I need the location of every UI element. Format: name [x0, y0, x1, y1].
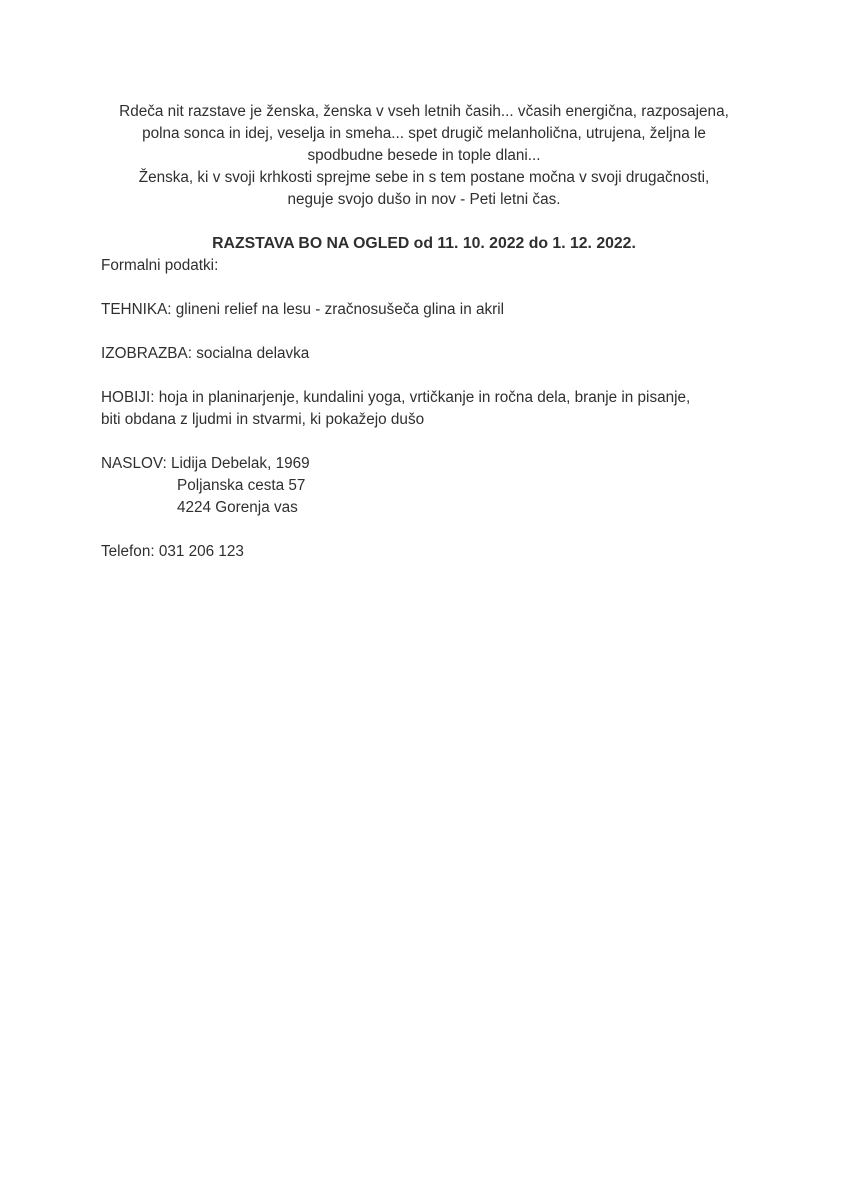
hobbies-line: HOBIJI: hoja in planinarjenje, kundalini yoga, vrtičkanje in ročna dela, branje in pisanje, — [101, 389, 691, 406]
address-line: NASLOV: Lidija Debelak, 1969 — [101, 455, 310, 472]
spacer — [101, 431, 761, 453]
hobbies-line: biti obdana z ljudmi in stvarmi, ki pokažejo dušo — [101, 411, 425, 428]
spacer — [101, 321, 761, 343]
education-line: IZOBRAZBA: socialna delavka — [101, 345, 310, 362]
intro-line: Ženska, ki v svoji krhkosti sprejme sebe in s tem postane močna v svoji drugačnosti, — [138, 169, 710, 186]
exhibition-dates-heading: RAZSTAVA BO NA OGLED od 11. 10. 2022 do 1. 12. 2022. — [212, 235, 636, 252]
spacer — [101, 365, 761, 387]
formal-details — [101, 255, 761, 563]
address-line: 4224 Gorenja vas — [177, 499, 298, 516]
technique-line: TEHNIKA: glineni relief na lesu - zračnosušeča glina in akril — [101, 301, 504, 318]
formal-details-heading: Formalni podatki: — [101, 257, 219, 274]
phone-line: Telefon: 031 206 123 — [101, 543, 244, 560]
intro-line: spodbudne besede in tople dlani... — [307, 147, 541, 164]
intro-line: Rdeča nit razstave je ženska, ženska v vseh letnih časih... včasih energična, razposajena, — [119, 103, 729, 120]
intro-paragraph — [96, 101, 752, 211]
spacer — [101, 519, 761, 541]
spacer — [101, 277, 761, 299]
address-line: Poljanska cesta 57 — [177, 477, 306, 494]
intro-line: polna sonca in idej, veselja in smeha... spet drugič melanholična, utrujena, željna le — [142, 125, 706, 142]
intro-line: neguje svojo dušo in nov - Peti letni čas. — [287, 191, 561, 208]
